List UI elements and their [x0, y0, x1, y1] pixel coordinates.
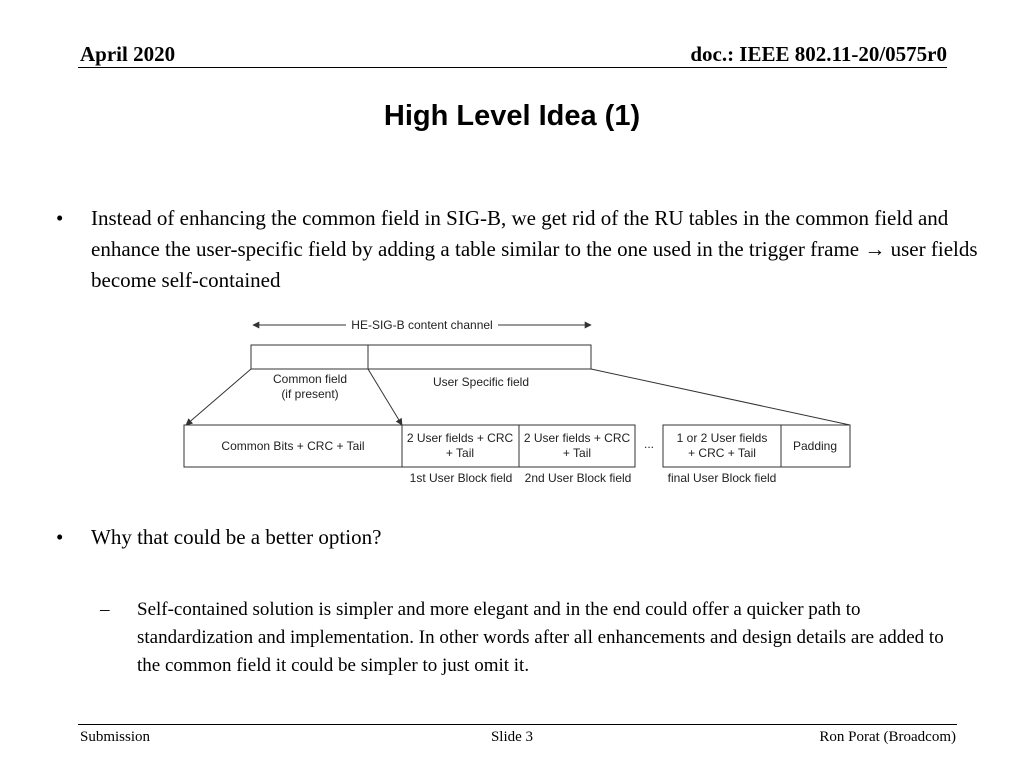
slide-title: High Level Idea (1) — [383, 100, 641, 132]
final-block-label: final User Block field — [667, 471, 777, 485]
bullet-mark: • — [56, 206, 64, 230]
sig-b-top-box — [251, 345, 591, 369]
ellipsis: ... — [643, 437, 655, 451]
sub-bullet-mark: – — [100, 599, 110, 620]
header-doc-id: doc.: IEEE 802.11-20/0575r0 — [690, 42, 947, 66]
common-field-label-2: (if present) — [281, 387, 339, 401]
expand-line-left — [186, 369, 251, 425]
user-block-2-line2: + Tail — [562, 446, 592, 460]
expand-line-right — [591, 369, 850, 425]
bullet-mark: • — [56, 525, 64, 549]
padding-label: Padding — [792, 439, 838, 453]
footer-author: Ron Porat (Broadcom) — [819, 729, 956, 745]
bullet-1-text-end: user fields become self-contained — [91, 237, 978, 292]
user-specific-label: User Specific field — [432, 375, 530, 389]
footer-submission: Submission — [80, 729, 151, 745]
sub-bullet-text: Self-contained solution is simpler and more elegant and in the end could offer a quicker path to standardization and implementation. In other words after all enhancements and design details are added to the common field it could be simpler to just omit it. — [137, 599, 944, 676]
second-block-label: 2nd User Block field — [524, 471, 632, 485]
right-arrow-icon: → — [864, 237, 886, 261]
common-field-label-1: Common field — [272, 372, 348, 386]
footer-slide-number: Slide 3 — [490, 729, 534, 745]
user-block-1-line1: 2 User fields + CRC — [406, 431, 514, 445]
footer-rule — [78, 724, 957, 725]
bullet-1-text-start: Instead of enhancing the common field in SIG-B, we get rid of the RU tables in the common field and enhance the user-specific field by adding a table similar to the one used in the trigger frame — [91, 206, 949, 261]
common-bits-label: Common Bits + CRC + Tail — [221, 439, 365, 453]
header-date: April 2020 — [80, 42, 176, 66]
channel-label: HE-SIG-B content channel — [351, 318, 493, 332]
user-block-1-line2: + Tail — [445, 446, 475, 460]
user-block-2-line1: 2 User fields + CRC — [523, 431, 631, 445]
final-block-line1: 1 or 2 User fields — [676, 431, 768, 445]
bullet-2-text: Why that could be a better option? — [91, 525, 382, 549]
first-block-label: 1st User Block field — [409, 471, 513, 485]
final-block-line2: + CRC + Tail — [688, 446, 756, 460]
expand-line-mid — [368, 369, 402, 425]
